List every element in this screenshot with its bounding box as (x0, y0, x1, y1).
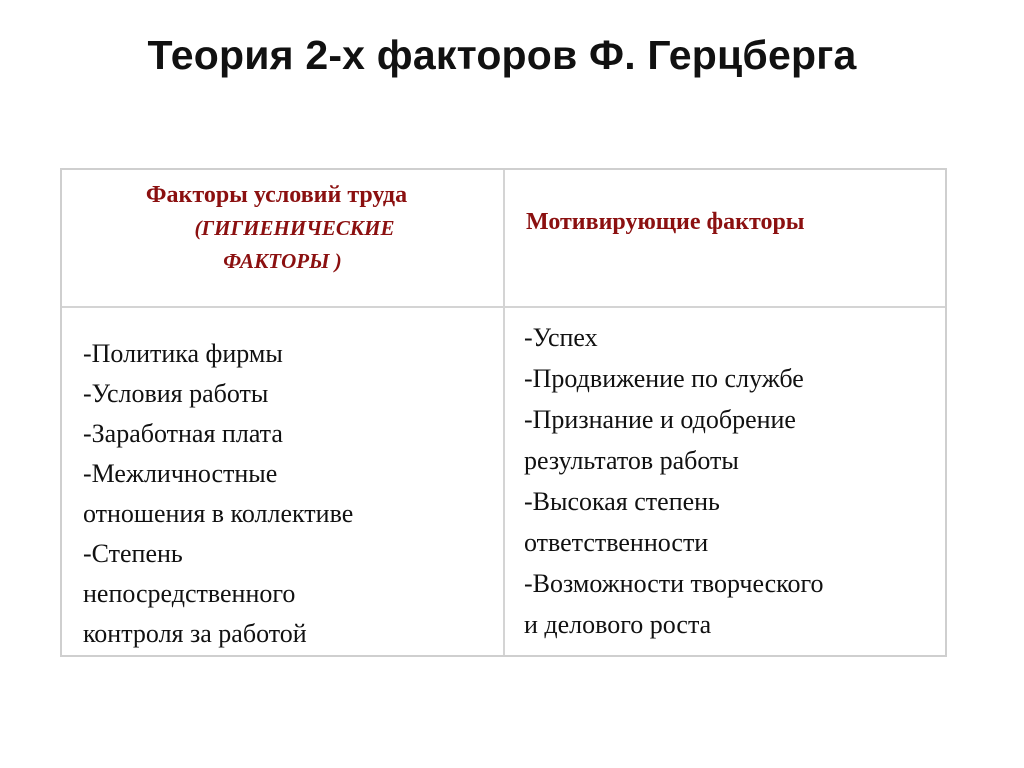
list-item: ответственности (524, 528, 709, 557)
list-item: отношения в коллективе (83, 499, 354, 528)
hygiene-factors-list (62, 308, 503, 655)
list-item: -Продвижение по службе (524, 364, 804, 393)
list-item: непосредственного (83, 579, 296, 608)
list-item: -Успех (524, 323, 598, 352)
list-item: -Признание и одобрение (524, 405, 796, 434)
hygiene-header-subtitle-line1: (ГИГИЕНИЧЕСКИЕ (194, 216, 395, 240)
hygiene-header-subtitle-line2: ФАКТОРЫ ) (223, 249, 342, 273)
list-item: -Заработная плата (83, 419, 283, 448)
list-item: -Условия работы (83, 379, 269, 408)
list-item: -Политика фирмы (83, 339, 283, 368)
list-item: -Межличностные (83, 459, 278, 488)
list-item: -Высокая степень (524, 487, 720, 516)
list-item: результатов работы (524, 446, 739, 475)
list-item: и делового роста (524, 610, 712, 639)
list-item: -Степень (83, 539, 183, 568)
hygiene-factors-header (62, 170, 503, 306)
list-item: контроля за работой (83, 619, 307, 648)
herzberg-factors-table (60, 168, 947, 657)
hygiene-header-title: Факторы условий труда (145, 182, 408, 208)
motivating-factors-list (505, 308, 947, 655)
list-item: -Возможности творческого (524, 569, 824, 598)
motivating-factors-header: Мотивирующие факторы (526, 209, 805, 235)
slide-title: Теория 2-х факторов Ф. Герцберга (147, 32, 857, 79)
